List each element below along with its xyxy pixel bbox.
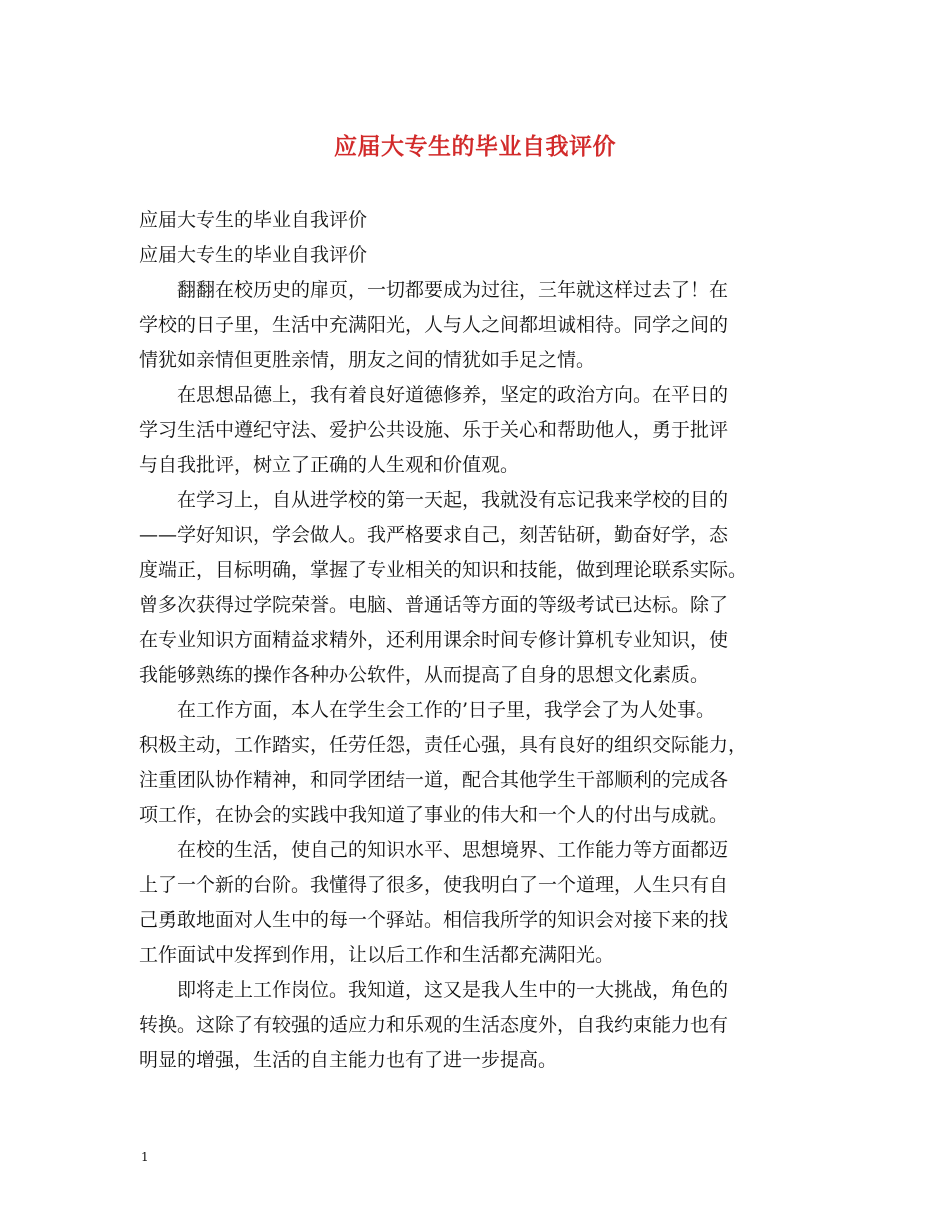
text-line: 我能够熟练的操作各种办公软件，从而提高了自身的思想文化素质。 xyxy=(139,664,710,686)
text-line: 项工作，在协会的实践中我知道了事业的伟大和一个人的付出与成就。 xyxy=(139,804,729,826)
text-line: 度端正，目标明确，掌握了专业相关的知识和技能，做到理论联系实际。 xyxy=(139,559,748,581)
text-line: 即将走上工作岗位。我知道，这又是我人生中的一大挑战，角色的 xyxy=(139,979,729,1001)
text-line: 学校的日子里，生活中充满阳光，人与人之间都坦诚相待。同学之间的 xyxy=(139,314,729,336)
text-line: 应届大专生的毕业自我评价 xyxy=(139,209,368,231)
text-line: 在思想品德上，我有着良好道德修养，坚定的政治方向。在平日的 xyxy=(139,384,729,406)
document-body xyxy=(139,203,815,1078)
text-line: 与自我批评，树立了正确的人生观和价值观。 xyxy=(139,454,520,476)
text-line: 己勇敢地面对人生中的每一个驿站。相信我所学的知识会对接下来的找 xyxy=(139,909,729,931)
text-line: 在校的生活，使自己的知识水平、思想境界、工作能力等方面都迈 xyxy=(139,839,729,861)
text-line: 注重团队协作精神，和同学团结一道，配合其他学生干部顺利的完成各 xyxy=(139,769,729,791)
text-line: 工作面试中发挥到作用，让以后工作和生活都充满阳光。 xyxy=(139,944,615,966)
text-line: 上了一个新的台阶。我懂得了很多，使我明白了一个道理，人生只有自 xyxy=(139,874,729,896)
text-line: 积极主动，工作踏实，任劳任怨，责任心强，具有良好的组织交际能力， xyxy=(139,734,748,756)
text-line: 学习生活中遵纪守法、爱护公共设施、乐于关心和帮助他人，勇于批评 xyxy=(139,419,729,441)
text-line: 在工作方面，本人在学生会工作的’日子里，我学会了为人处事。 xyxy=(139,699,716,721)
document-title: 应届大专生的毕业自我评价 xyxy=(334,134,616,160)
page-number: 1 xyxy=(141,1150,149,1164)
text-line: ——学好知识，学会做人。我严格要求自己，刻苦钻研，勤奋好学，态 xyxy=(139,524,729,546)
text-line: 转换。这除了有较强的适应力和乐观的生活态度外，自我约束能力也有 xyxy=(139,1014,729,1036)
text-line: 曾多次获得过学院荣誉。电脑、普通话等方面的等级考试已达标。除了 xyxy=(139,594,729,616)
text-line: 情犹如亲情但更胜亲情，朋友之间的情犹如手足之情。 xyxy=(139,349,596,371)
text-line: 在专业知识方面精益求精外，还利用课余时间专修计算机专业知识，使 xyxy=(139,629,729,651)
text-line: 明显的增强，生活的自主能力也有了进一步提高。 xyxy=(139,1049,558,1071)
text-line: 翻翻在校历史的扉页，一切都要成为过往，三年就这样过去了！在 xyxy=(139,279,729,301)
text-line: 在学习上，自从进学校的第一天起，我就没有忘记我来学校的目的 xyxy=(139,489,729,511)
text-line: 应届大专生的毕业自我评价 xyxy=(139,244,368,266)
